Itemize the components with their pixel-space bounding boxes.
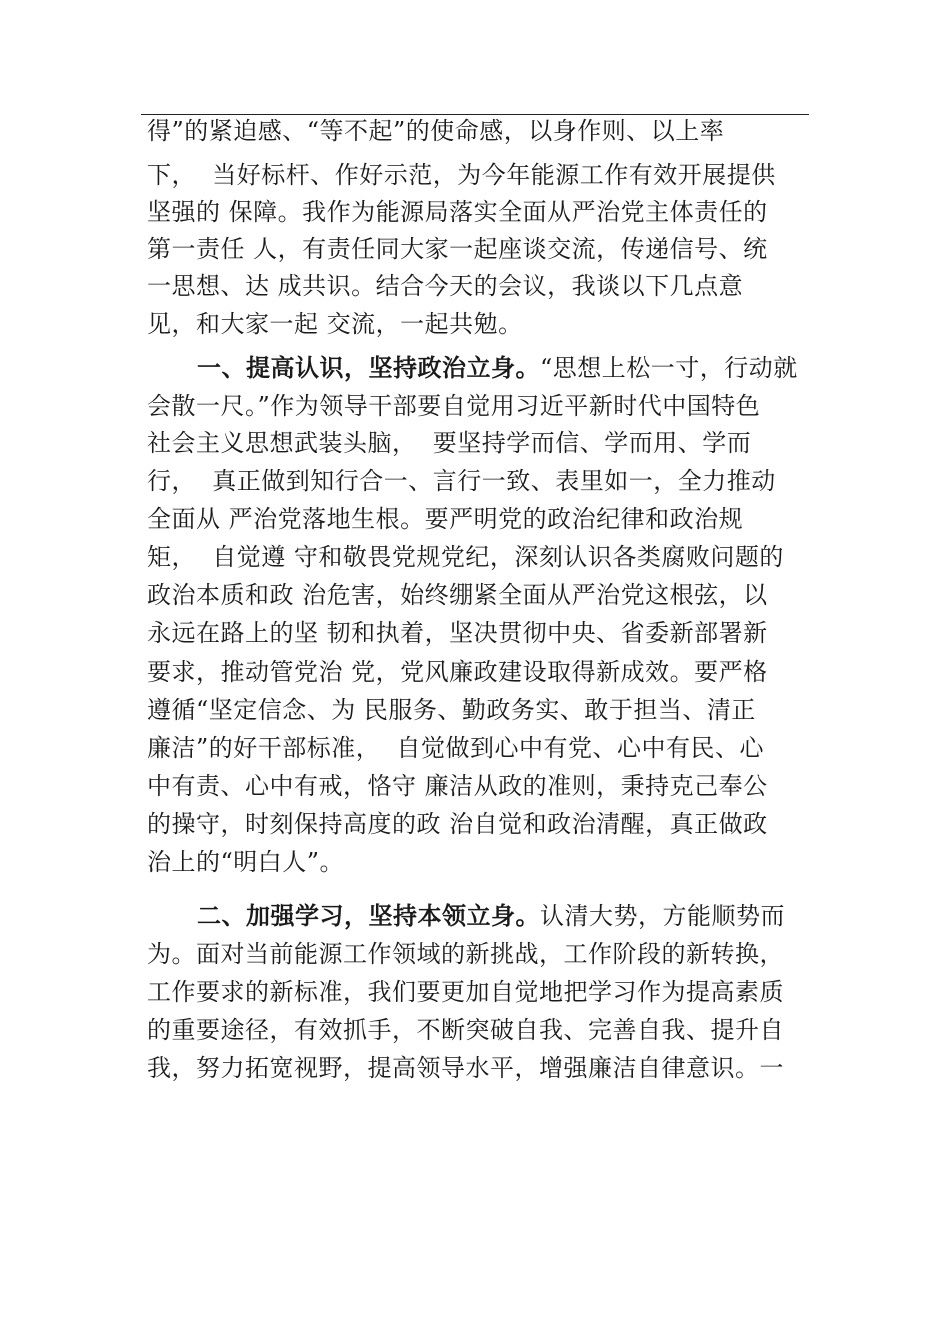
paragraph-line: 得”的紧迫感、“等不起”的使命感，以身作则、以上率 — [147, 117, 725, 145]
section-1-heading: 一、提高认识，坚持政治立身。 — [197, 354, 540, 382]
paragraph-line: 廉洁”的好干部标准， 自觉做到心中有党、心中有民、心 — [147, 734, 765, 762]
paragraph-line: 政治本质和政 治危害，始终绷紧全面从严治党这根弦，以 — [147, 581, 768, 609]
paragraph-line: 下， 当好标杆、作好示范，为今年能源工作有效开展提供 — [147, 161, 776, 189]
paragraph-line: 中有责、心中有戒，恪守 廉洁从政的准则，秉持克己奉公 — [147, 772, 768, 800]
paragraph-line: 为。面对当前能源工作领域的新挑战，工作阶段的新转换， — [147, 940, 784, 968]
paragraph-line: 治上的“明白人”。 — [147, 848, 345, 876]
section-2-heading: 二、加强学习，坚持本领立身。 — [197, 902, 540, 930]
paragraph-line: 遵循“坚定信念、为 民服务、勤政务实、敢于担当、清正 — [147, 696, 756, 724]
section-2-first-line-text: 认清大势，方能顺势而 — [540, 902, 785, 930]
paragraph-line: 社会主义思想武装头脑， 要坚持学而信、学而用、学而 — [147, 429, 752, 457]
paragraph-line: 一思想、达 成共识。结合今天的会议，我谈以下几点意 — [147, 272, 744, 300]
section-2-first-line — [197, 901, 785, 931]
paragraph-line: 第一责任 人，有责任同大家一起座谈交流，传递信号、统 — [147, 235, 768, 263]
paragraph-line: 矩， 自觉遵 守和敬畏党规党纪，深刻认识各类腐败问题的 — [147, 543, 784, 571]
paragraph-line: 行， 真正做到知行合一、言行一致、表里如一，全力推动 — [147, 467, 776, 495]
paragraph-line: 全面从 严治党落地生根。要严明党的政治纪律和政治规 — [147, 505, 744, 533]
paragraph-line: 见，和大家一起 交流，一起共勉。 — [147, 310, 523, 338]
paragraph-line: 永远在路上的坚 韧和执着，坚决贯彻中央、省委新部署新 — [147, 619, 768, 647]
header-rule — [141, 114, 809, 115]
section-1-first-line-text: “思想上松一寸，行动就 — [540, 354, 798, 382]
paragraph-line: 坚强的 保障。我作为能源局落实全面从严治党主体责任的 — [147, 198, 768, 226]
paragraph-line: 的操守，时刻保持高度的政 治自觉和政治清醒，真正做政 — [147, 810, 768, 838]
section-1-first-line — [197, 353, 798, 383]
paragraph-line: 我，努力拓宽视野，提高领导水平，增强廉洁自律意识。一 — [147, 1054, 784, 1082]
paragraph-line: 工作要求的新标准，我们要更加自觉地把学习作为提高素质 — [147, 978, 784, 1006]
paragraph-line: 的重要途径，有效抓手，不断突破自我、完善自我、提升自 — [147, 1016, 784, 1044]
paragraph-line: 要求，推动管党治 党，党风廉政建设取得新成效。要严格 — [147, 658, 768, 686]
paragraph-line: 会散一尺。”作为领导干部要自觉用习近平新时代中国特色 — [147, 392, 761, 420]
